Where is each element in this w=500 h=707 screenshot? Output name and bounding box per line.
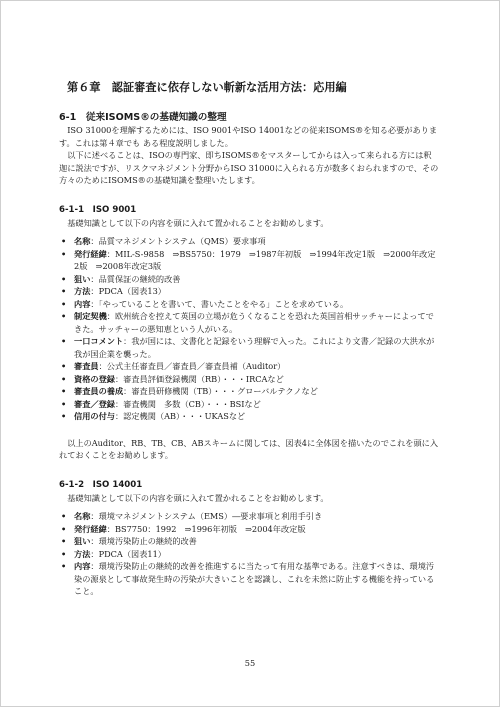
item-label: 資格の登録 — [74, 373, 115, 384]
item-label: 審査員 — [74, 361, 99, 371]
list-item — [59, 373, 439, 386]
item-text: ：MIL-S-9858 ⇒BS5750：1979 ⇒1987年初版 ⇒1994年改定1版 ⇒2000年改定2版 ⇒2008年改定3版 — [74, 248, 436, 271]
item-label: 狙い — [74, 536, 91, 546]
list-item — [59, 560, 439, 598]
section-paragraph: ISO 31000を理解するためには、ISO 9001やISO 14001などの従来ISOMS®を知る必要があります。これは第４章でも ある程度説明しました。 — [59, 125, 438, 148]
bullet-icon: • — [61, 236, 67, 246]
bullet-icon: • — [61, 398, 67, 409]
subsection-title-iso14001: 6-1-2 ISO 14001 — [59, 479, 143, 490]
list-item — [59, 235, 439, 248]
item-label: 狙い — [74, 273, 91, 284]
closing-paragraph: 以上のAuditor、RB、TB、CB、ABスキームに関しては、図表4に全体図を描いたのでこれを頭に入れておくことをお勧めします。 — [59, 437, 439, 460]
item-text: ：BS7750：1992 ⇒1996年初版 ⇒2004年改定版 — [106, 523, 306, 534]
item-text: ：「やっていることを書いて、書いたことをやる」ことを求めている。 — [90, 298, 349, 309]
item-text: ：認定機関（AB）・・・UKASなど — [114, 411, 246, 421]
section-paragraph: 以下に述べることは、ISOの専門家、即ちISOMS®をマスターしてからは入って来られる方には釈迦に説法ですが、リスクマネジメント分野からISO 31000に入られる方が数多くおられますので、その方々のためにISOMS®の基礎知識を整理いたします。 — [59, 150, 439, 185]
page-number: 55 — [244, 658, 256, 668]
bullet-icon: • — [61, 286, 67, 296]
subsection-intro: 基礎知識として以下の内容を頭に入れて置かれることをお勧めします。 — [67, 492, 329, 503]
list-item — [59, 248, 439, 273]
list-item — [59, 410, 439, 423]
item-label: 名称 — [74, 236, 91, 246]
chapter-title: 第６章 認証審査に依存しない斬新な活用方法：応用編 — [67, 81, 347, 94]
list-item — [59, 310, 439, 335]
list-item — [59, 335, 439, 360]
list-item — [59, 523, 439, 536]
bullet-icon: • — [61, 311, 67, 321]
item-text: ：PDCA（図表11） — [90, 548, 166, 559]
item-text: ：環境汚染防止の継続的改善を推進するに当たって有用な基準である。注意すべきは、環境汚染の源泉として事故発生時の汚染が大きいことを認識し、これを未然に防止する機能を持っていること。 — [74, 561, 435, 596]
page-content — [59, 79, 439, 598]
item-text: ：品質保証の継続的改善 — [90, 273, 181, 284]
item-text: ：品質マネジメントシステム（QMS）要求事項 — [90, 236, 266, 246]
item-label: 信用の付与 — [74, 411, 115, 421]
iso14001-list — [59, 510, 439, 598]
bullet-icon: • — [61, 361, 67, 371]
bullet-icon: • — [61, 386, 67, 396]
item-label: 名称 — [74, 511, 91, 521]
iso9001-list — [59, 235, 439, 423]
bullet-icon: • — [61, 561, 67, 571]
list-item — [59, 548, 439, 561]
list-item — [59, 298, 439, 311]
item-text: ：審査員研修機関（TB）・・・グローバルテクノなど — [123, 386, 318, 396]
item-text: ：審査員評価登録機関（RB）・・・IRCAなど — [114, 373, 284, 384]
list-item — [59, 535, 439, 548]
bullet-icon: • — [61, 523, 67, 534]
item-text: ：公式主任審査員／審査員／審査員補（Auditor） — [98, 361, 286, 371]
bullet-icon: • — [61, 298, 67, 309]
item-text: ：環境汚染防止の継続的改善 — [90, 536, 197, 546]
section-title: 6-1 従来ISOMS®の基礎知識の整理 — [59, 112, 227, 123]
item-text: ：PDCA（図表13） — [90, 286, 166, 296]
item-label: 発行経緯 — [74, 248, 107, 259]
bullet-icon: • — [61, 373, 67, 384]
bullet-icon: • — [61, 273, 67, 284]
bullet-icon: • — [61, 336, 67, 346]
item-label: 審査員の養成 — [74, 386, 124, 396]
item-label: 内容 — [74, 561, 91, 571]
subsection-title-iso9001: 6-1-1 ISO 9001 — [59, 204, 137, 215]
item-label: 審査／登録 — [74, 398, 115, 409]
bullet-icon: • — [61, 511, 67, 521]
subsection-intro: 基礎知識として以下の内容を頭に入れて置かれることをお勧めします。 — [67, 217, 329, 228]
list-item — [59, 385, 439, 398]
bullet-icon: • — [61, 411, 67, 421]
item-label: 制定契機 — [74, 311, 107, 321]
list-item — [59, 510, 439, 523]
list-item — [59, 273, 439, 286]
list-item — [59, 398, 439, 411]
bullet-icon: • — [61, 548, 67, 559]
item-label: 内容 — [74, 298, 91, 309]
item-label: 一口コメント — [74, 336, 124, 346]
bullet-icon: • — [61, 248, 67, 259]
item-label: 発行経緯 — [74, 523, 107, 534]
item-text: ：審査機関 多数（CB）・・・BSIなど — [114, 398, 261, 409]
list-item — [59, 360, 439, 373]
item-text: ：欧州統合を控えて英国の立場が危うくなることを恐れた英国首相サッチャーによってできた。サッチャーの悪知恵という人がいる。 — [74, 311, 434, 334]
list-item — [59, 285, 439, 298]
item-text: ：環境マネジメントシステム（EMS）―要求事項と利用手引き — [90, 511, 323, 521]
item-text: ：我が国には、文書化と記録をいう理解で入った。これにより文書／記録の大洪水が我が国企業を襲った。 — [74, 336, 435, 359]
item-label: 方法 — [74, 548, 91, 559]
item-label: 方法 — [74, 286, 91, 296]
bullet-icon: • — [61, 536, 67, 546]
